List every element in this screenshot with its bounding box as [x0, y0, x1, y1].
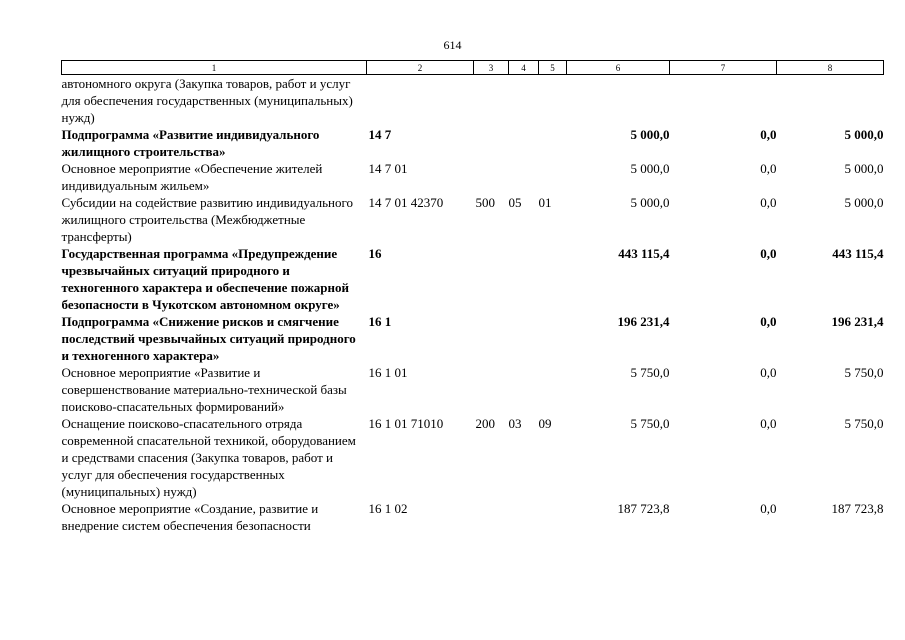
- row-amount-col7: 0,0: [760, 161, 777, 176]
- row-amount-col8: 5 750,0: [844, 416, 884, 431]
- row-subsection: [539, 126, 567, 160]
- row-section: 03: [508, 416, 522, 431]
- row-section: [509, 126, 539, 160]
- column-header-4: 4: [509, 61, 539, 75]
- column-header-2: 2: [367, 61, 474, 75]
- table-row: [62, 364, 884, 415]
- row-amount-col7: 0,0: [760, 416, 777, 431]
- column-header-1: 1: [62, 61, 367, 75]
- row-amount-col8: 443 115,4: [832, 246, 884, 261]
- row-amount-col7: 0,0: [760, 246, 777, 261]
- row-code: [367, 75, 474, 127]
- row-expense-type: [474, 75, 509, 127]
- row-section: [509, 500, 539, 534]
- row-code: 14 7 01: [368, 161, 408, 176]
- row-expense-type: [474, 313, 509, 364]
- column-number-row: [62, 61, 884, 75]
- row-expense-type: [474, 160, 509, 194]
- row-subsection: [539, 364, 567, 415]
- row-amount-col6: 196 231,4: [617, 314, 670, 329]
- row-code: 14 7 01 42370: [368, 195, 444, 210]
- row-section: 05: [508, 195, 522, 210]
- column-header-7: 7: [670, 61, 777, 75]
- table-row: [62, 415, 884, 500]
- row-subsection: 01: [538, 195, 552, 210]
- row-code: 16 1 02: [368, 501, 408, 516]
- table-row: [62, 313, 884, 364]
- row-amount-col8: 5 000,0: [844, 127, 884, 142]
- row-expense-type: 500: [475, 195, 495, 210]
- row-amount-col7: 0,0: [760, 365, 777, 380]
- row-amount-col7: 0,0: [760, 127, 777, 142]
- row-section: [509, 75, 539, 127]
- row-name: Оснащение поисково-спасательного отряда современной спасательной техникой, оборудованием и средствами спасения (Закупка товаров, работ и услуг для обеспечения государственных (муниципальных) нужд): [61, 416, 356, 499]
- row-amount-col8: 5 000,0: [844, 195, 884, 210]
- row-expense-type: [474, 245, 509, 313]
- row-name: Основное мероприятие «Создание, развитие и внедрение систем обеспечения безопасности: [61, 501, 319, 533]
- row-subsection: [539, 500, 567, 534]
- row-amount-col7: [670, 75, 777, 127]
- row-subsection: [539, 160, 567, 194]
- row-subsection: [539, 245, 567, 313]
- row-code: 16 1: [368, 314, 392, 329]
- page-number: 614: [443, 38, 462, 52]
- row-code: 16: [368, 246, 382, 261]
- row-amount-col6: 5 000,0: [630, 161, 670, 176]
- row-amount-col7: 0,0: [760, 501, 777, 516]
- budget-table: [61, 60, 884, 534]
- row-section: [509, 313, 539, 364]
- row-expense-type: [474, 126, 509, 160]
- table-row: [62, 126, 884, 160]
- row-name: Подпрограмма «Снижение рисков и смягчение последствий чрезвычайных ситуаций природного и техногенного характера»: [61, 314, 356, 363]
- row-code: 16 1 01 71010: [368, 416, 444, 431]
- row-expense-type: [474, 364, 509, 415]
- row-amount-col6: [567, 75, 670, 127]
- row-amount-col8: 196 231,4: [831, 314, 884, 329]
- row-amount-col6: 187 723,8: [617, 501, 670, 516]
- table-row: [62, 160, 884, 194]
- row-amount-col7: 0,0: [760, 195, 777, 210]
- table-row: [62, 245, 884, 313]
- row-subsection: [539, 313, 567, 364]
- row-name: Основное мероприятие «Обеспечение жителей индивидуальным жильем»: [61, 161, 323, 193]
- row-amount-col8: 187 723,8: [831, 501, 884, 516]
- column-header-5: 5: [539, 61, 567, 75]
- row-subsection: [539, 75, 567, 127]
- row-amount-col6: 5 750,0: [630, 365, 670, 380]
- table-row: [62, 194, 884, 245]
- row-section: [509, 160, 539, 194]
- column-header-3: 3: [474, 61, 509, 75]
- row-amount-col8: 5 750,0: [844, 365, 884, 380]
- row-expense-type: [474, 500, 509, 534]
- row-name: Субсидии на содействие развитию индивидуального жилищного строительства (Межбюджетные трансферты): [61, 195, 353, 244]
- table-row: [62, 75, 884, 127]
- row-section: [509, 245, 539, 313]
- column-header-8: 8: [777, 61, 884, 75]
- row-code: 16 1 01: [368, 365, 408, 380]
- column-header-6: 6: [567, 61, 670, 75]
- table-row: [62, 500, 884, 534]
- row-amount-col6: 5 000,0: [630, 127, 670, 142]
- row-name: Основное мероприятие «Развитие и совершенствование материально-технической базы поисково-спасательных формирований»: [61, 365, 347, 414]
- row-name: автономного округа (Закупка товаров, работ и услуг для обеспечения государственных (муниципальных) нужд): [61, 76, 353, 125]
- row-amount-col6: 5 750,0: [630, 416, 670, 431]
- row-amount-col6: 5 000,0: [630, 195, 670, 210]
- row-amount-col8: 5 000,0: [844, 161, 884, 176]
- row-amount-col6: 443 115,4: [618, 246, 670, 261]
- row-name: Государственная программа «Предупреждение чрезвычайных ситуаций природного и техногенного характера и обеспечение пожарной безопасности в Чукотском автономном округе»: [61, 246, 349, 312]
- row-subsection: 09: [538, 416, 552, 431]
- row-name: Подпрограмма «Развитие индивидуального жилищного строительства»: [61, 127, 320, 159]
- row-amount-col7: 0,0: [760, 314, 777, 329]
- row-expense-type: 200: [475, 416, 495, 431]
- row-amount-col8: [777, 75, 884, 127]
- row-code: 14 7: [368, 127, 392, 142]
- row-section: [509, 364, 539, 415]
